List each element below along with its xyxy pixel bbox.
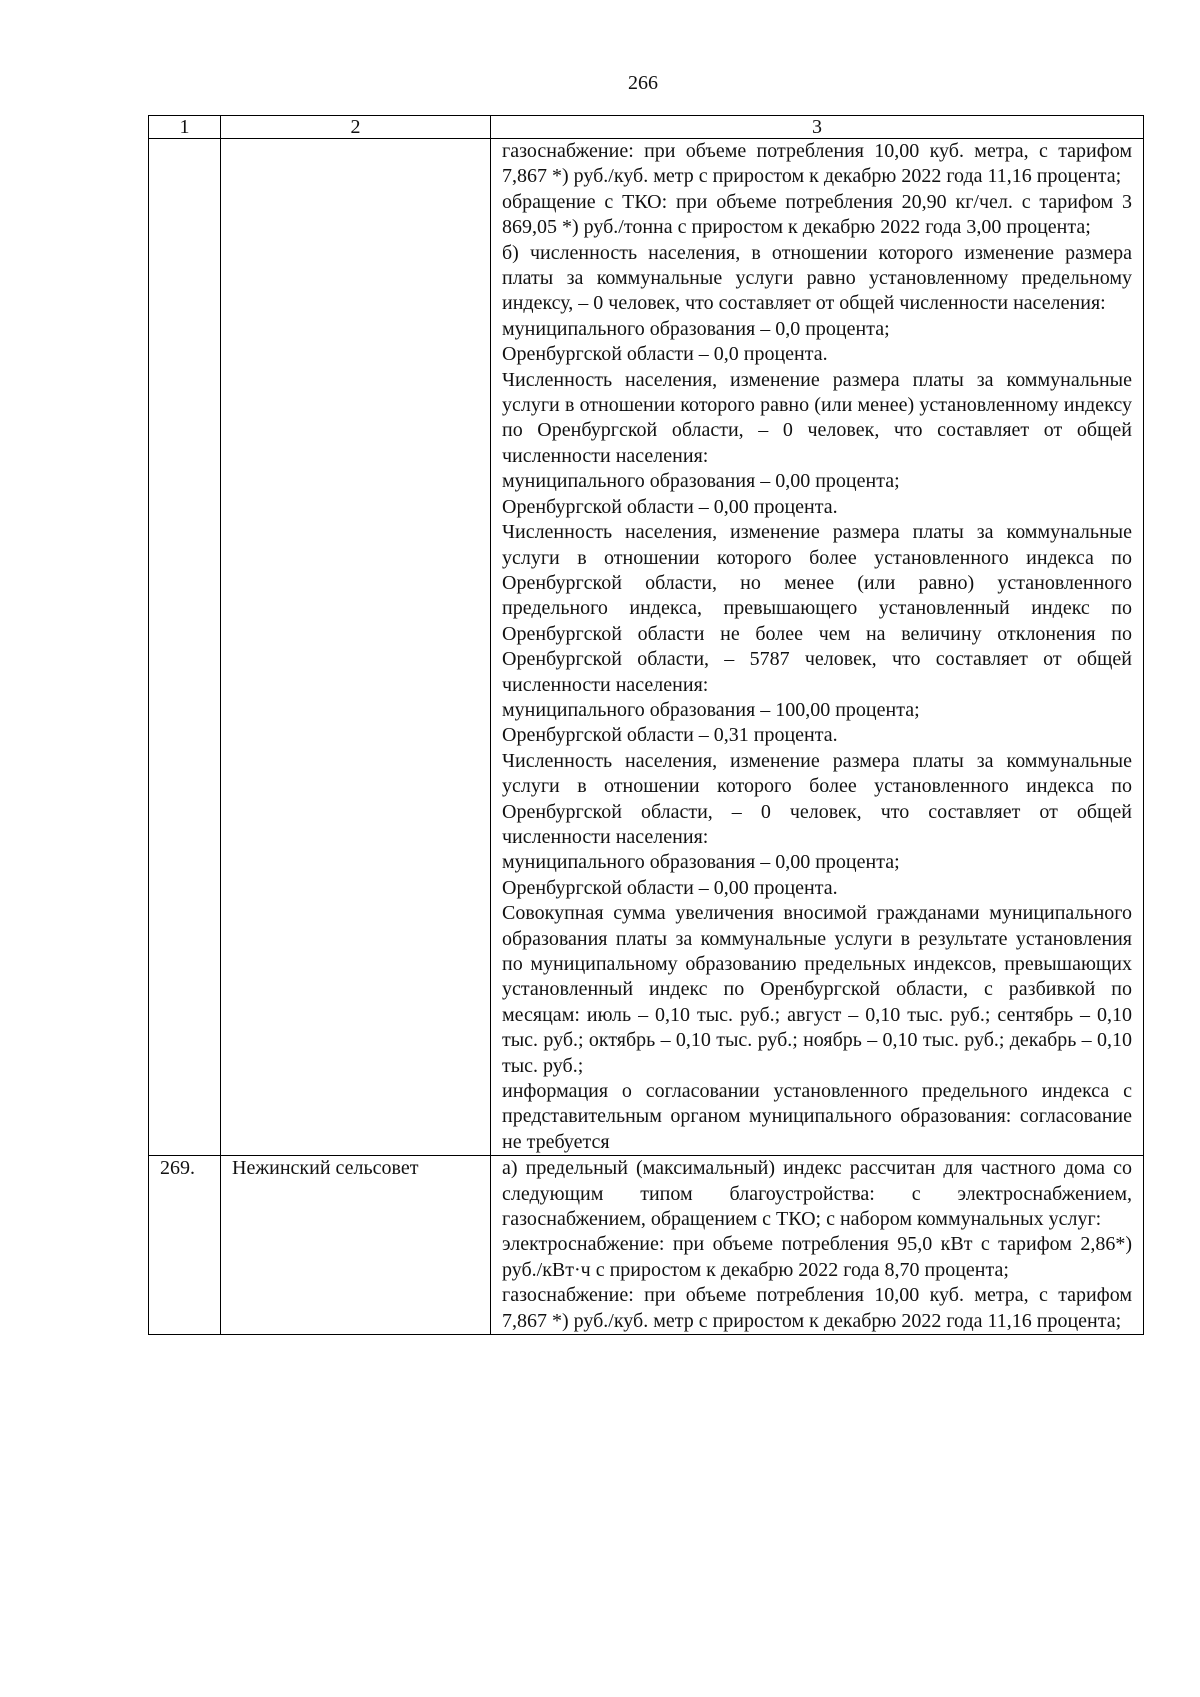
table-row	[149, 139, 1144, 1156]
paragraph: информация о согласовании установленного предельного индекса с представительным органом муниципального образования: согласование не требуется	[502, 1080, 1132, 1153]
page-number: 266	[628, 72, 658, 94]
paragraph: Численность населения, изменение размера платы за коммунальные услуги в отношении которого более установленного индекса по Оренбургской области, но менее (или равно) установленного предельного индекса, превышающего установленный индекс по Оренбургской области не более чем на величину отклонения по Оренбургской области, – 5787 человек, что составляет от общей численности населения:	[502, 521, 1132, 696]
header-col-3: 3	[491, 116, 1144, 139]
row-text-cell	[491, 139, 1144, 1156]
paragraph: Численность населения, изменение размера платы за коммунальные услуги в отношении которого равно (или менее) установленному индексу по Оренбургской области, – 0 человек, что составляет от общей численности населения:	[502, 368, 1132, 467]
paragraph: муниципального образования – 0,0 процента;	[502, 317, 890, 340]
table-header-row	[149, 116, 1144, 139]
row-number-cell: 269.	[149, 1156, 221, 1335]
row-name-cell	[221, 139, 491, 1156]
paragraph: Численность населения, изменение размера платы за коммунальные услуги в отношении которого более установленного индекса по Оренбургской области, – 0 человек, что составляет от общей численности населения:	[502, 749, 1132, 848]
row-name-cell: Нежинский сельсовет	[221, 1156, 491, 1335]
paragraph: Оренбургской области – 0,31 процента.	[502, 724, 838, 747]
paragraph: а) предельный (максимальный) индекс рассчитан для частного дома со следующим типом благоустройства: с электроснабжением, газоснабжением, обращением с ТКО; с набором коммунальных услуг:	[502, 1157, 1132, 1231]
header-col-2: 2	[221, 116, 491, 139]
paragraph: электроснабжение: при объеме потребления 95,0 кВт с тарифом 2,86*) руб./кВт·ч с приростом к декабрю 2022 года 8,70 процента;	[502, 1233, 1132, 1281]
paragraph: газоснабжение: при объеме потребления 10,00 куб. метра, с тарифом 7,867 *) руб./куб. метр с приростом к декабрю 2022 года 11,16 процента;	[502, 1284, 1132, 1332]
paragraph: муниципального образования – 0,00 процента;	[502, 470, 900, 493]
paragraph: муниципального образования – 100,00 процента;	[502, 698, 920, 721]
paragraph: Оренбургской области – 0,00 процента.	[502, 495, 838, 518]
paragraph: Оренбургской области – 0,0 процента.	[502, 343, 828, 366]
paragraph: Оренбургской области – 0,00 процента.	[502, 876, 838, 899]
paragraph: Совокупная сумма увеличения вносимой гражданами муниципального образования платы за коммунальные услуги в результате установления по муниципальному образованию предельных индексов, превышающих установленный индекс по Оренбургской области, с разбивкой по месяцам: июль – 0,10 тыс. руб.; август – 0,10 тыс. руб.; сентябрь – 0,10 тыс. руб.; октябрь – 0,10 тыс. руб.; ноябрь – 0,10 тыс. руб.; декабрь – 0,10 тыс. руб.;	[502, 902, 1132, 1077]
main-table	[148, 115, 1144, 1335]
paragraph: муниципального образования – 0,00 процента;	[502, 851, 900, 874]
row-text-cell	[491, 1156, 1144, 1335]
header-col-1: 1	[149, 116, 221, 139]
paragraph: обращение с ТКО: при объеме потребления 20,90 кг/чел. с тарифом 3 869,05 *) руб./тонна с приростом к декабрю 2022 года 3,00 процента;	[502, 190, 1132, 239]
table-row	[149, 1156, 1144, 1335]
paragraph: б) численность населения, в отношении которого изменение размера платы за коммунальные услуги равно установленному предельному индексу, – 0 человек, что составляет от общей численности населения:	[502, 241, 1132, 315]
paragraph: газоснабжение: при объеме потребления 10,00 куб. метра, с тарифом 7,867 *) руб./куб. метр с приростом к декабрю 2022 года 11,16 процента;	[502, 140, 1132, 188]
row-number-cell	[149, 139, 221, 1156]
